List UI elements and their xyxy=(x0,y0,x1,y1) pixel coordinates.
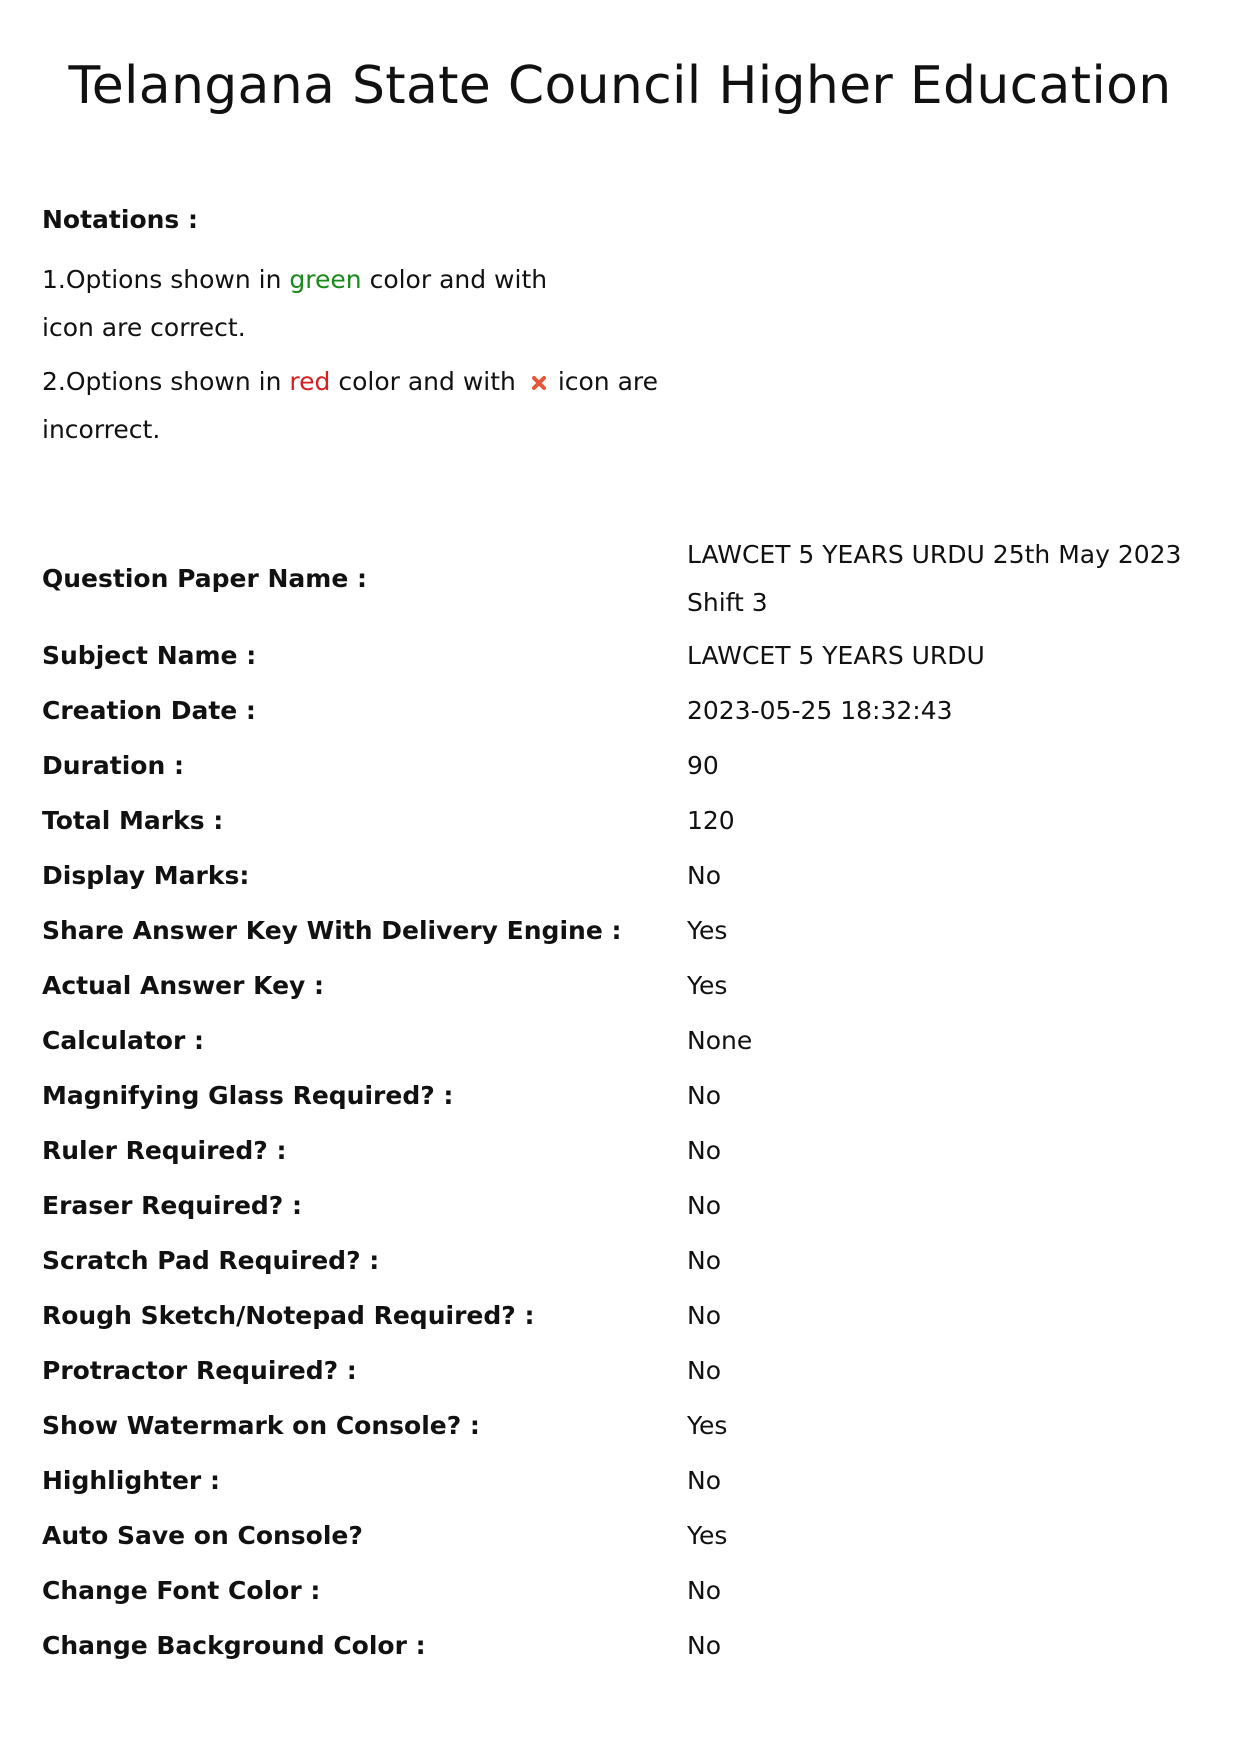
notations-section xyxy=(42,202,762,454)
detail-label: Eraser Required? : xyxy=(42,1190,302,1220)
detail-row-change-font-color xyxy=(42,1563,1212,1618)
detail-row-highlighter xyxy=(42,1453,1212,1508)
detail-value: No xyxy=(687,1575,721,1605)
detail-row-magnifying-glass xyxy=(42,1068,1212,1123)
detail-value: No xyxy=(687,1630,721,1660)
detail-value: No xyxy=(687,860,721,890)
detail-value: No xyxy=(687,1300,721,1330)
detail-value: 2023-05-25 18:32:43 xyxy=(687,695,953,725)
detail-value: 90 xyxy=(687,750,719,780)
detail-row-protractor xyxy=(42,1343,1212,1398)
detail-row-show-watermark xyxy=(42,1398,1212,1453)
detail-value: None xyxy=(687,1025,753,1055)
detail-label: Protractor Required? : xyxy=(42,1355,357,1385)
detail-row-subject-name xyxy=(42,628,1212,683)
detail-label: Creation Date : xyxy=(42,695,256,725)
detail-value: No xyxy=(687,1245,721,1275)
detail-label: Actual Answer Key : xyxy=(42,970,325,1000)
detail-label: Total Marks : xyxy=(42,805,224,835)
page-title: Telangana State Council Higher Education xyxy=(68,56,1172,116)
detail-label: Magnifying Glass Required? : xyxy=(42,1080,454,1110)
detail-label: Rough Sketch/Notepad Required? : xyxy=(42,1300,535,1330)
detail-row-auto-save xyxy=(42,1508,1212,1563)
detail-label: Duration : xyxy=(42,750,184,780)
detail-row-rough-sketch xyxy=(42,1288,1212,1343)
note-correct xyxy=(42,256,562,352)
red-color-word: red xyxy=(289,367,331,396)
detail-value: Yes xyxy=(687,915,728,945)
note-correct-prefix: 1.Options shown in xyxy=(42,265,290,294)
detail-row-change-background-color xyxy=(42,1618,1212,1673)
note-correct-suffix: color and with icon are correct. xyxy=(42,265,548,342)
detail-label: Auto Save on Console? xyxy=(42,1520,363,1550)
detail-label: Calculator : xyxy=(42,1025,204,1055)
detail-label: Change Font Color : xyxy=(42,1575,321,1605)
detail-value: No xyxy=(687,1465,721,1495)
detail-row-share-answer-key xyxy=(42,903,1212,958)
cross-icon xyxy=(530,360,548,378)
detail-value: Yes xyxy=(687,1520,728,1550)
detail-value: LAWCET 5 YEARS URDU xyxy=(687,640,985,670)
detail-value: LAWCET 5 YEARS URDU 25th May 2023 Shift 3 xyxy=(687,540,1182,617)
detail-row-calculator xyxy=(42,1013,1212,1068)
detail-label: Ruler Required? : xyxy=(42,1135,287,1165)
detail-row-scratch-pad xyxy=(42,1233,1212,1288)
detail-row-duration xyxy=(42,738,1212,793)
detail-value: Yes xyxy=(687,1410,728,1440)
detail-row-actual-answer-key xyxy=(42,958,1212,1013)
detail-value: 120 xyxy=(687,805,735,835)
detail-row-creation-date xyxy=(42,683,1212,738)
note-incorrect-suffix: icon are incorrect. xyxy=(42,367,659,444)
detail-label: Share Answer Key With Delivery Engine : xyxy=(42,915,622,945)
detail-value: No xyxy=(687,1080,721,1110)
detail-value: No xyxy=(687,1355,721,1385)
green-color-word: green xyxy=(289,265,362,294)
note-incorrect-prefix: 2.Options shown in xyxy=(42,367,290,396)
question-paper-details xyxy=(42,530,1212,1673)
detail-row-ruler xyxy=(42,1123,1212,1178)
detail-label: Scratch Pad Required? : xyxy=(42,1245,380,1275)
detail-row-question-paper-name xyxy=(42,530,1212,628)
detail-label: Question Paper Name : xyxy=(42,564,367,593)
detail-row-eraser xyxy=(42,1178,1212,1233)
detail-label: Show Watermark on Console? : xyxy=(42,1410,480,1440)
note-incorrect xyxy=(42,358,762,454)
detail-row-display-marks xyxy=(42,848,1212,903)
detail-label: Subject Name : xyxy=(42,640,257,670)
detail-value: Yes xyxy=(687,970,728,1000)
detail-label: Highlighter : xyxy=(42,1465,220,1495)
detail-row-total-marks xyxy=(42,793,1212,848)
detail-value: No xyxy=(687,1135,721,1165)
notations-heading: Notations : xyxy=(42,205,198,234)
detail-value: No xyxy=(687,1190,721,1220)
note-incorrect-middle: color and with xyxy=(330,367,524,396)
detail-label: Change Background Color : xyxy=(42,1630,426,1660)
detail-label: Display Marks: xyxy=(42,860,250,890)
